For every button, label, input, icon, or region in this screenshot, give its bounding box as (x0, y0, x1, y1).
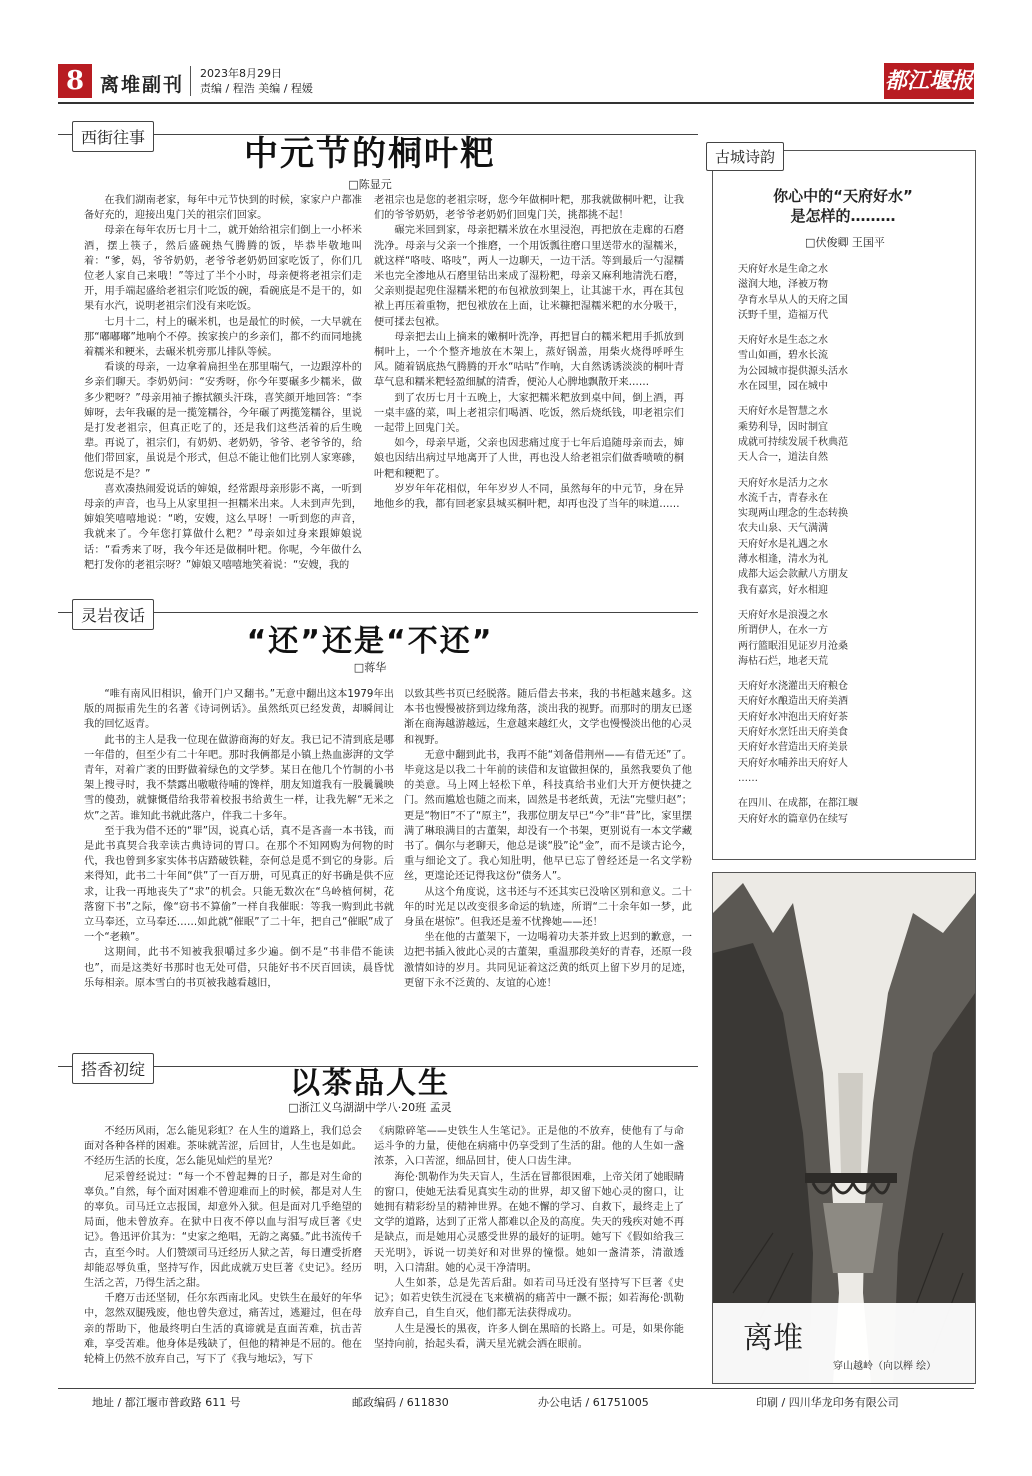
issue-date: 2023年8月29日 (200, 67, 282, 80)
article-title-1: 中元节的桐叶粑 (244, 134, 496, 174)
poem-line: 天府好水是生态之水 (738, 335, 828, 347)
article1-column-1 (84, 193, 362, 593)
footer-address: 地址 / 都江堰市普政路 611 号 (92, 1396, 241, 1409)
footer-phone: 办公电话 / 61751005 (538, 1396, 649, 1409)
paragraph: 不经历风雨，怎么能见彩虹？在人生的道路上，我们总会面对各种各样的困难。茶味就苦涩，后回甘，人生也是如此。不经历生活的长度，怎么能见灿烂的星光？ (84, 1126, 362, 1168)
poem-line: 成就可持续发展千秋典范 (738, 436, 848, 448)
poem-line: 天府好水的篇章仍在续写 (738, 813, 848, 825)
poem-line: 天府好水是浪漫之水 (738, 609, 828, 621)
footer-printer: 印刷 / 四川华龙印务有限公司 (756, 1396, 899, 1409)
artwork-label: 离堆 (743, 1321, 803, 1356)
paragraph: “唯有南风旧相识，偷开门户又翻书。”无意中翻出这本1979年出版的周振甫先生的名著《诗词例话》。虽然纸页已经发黄，却瞬间让我的回忆返青。 (84, 689, 394, 731)
paragraph: 此书的主人是我一位现在做游商海的好友。我已记不清到底是哪一年借的，但至少有二十年吧。那时我俩都是小镇上热血澎湃的文学青年，对着广袤的田野做着绿色的文学梦。某日在他几个竹制的小书架上搜寻时，我不禁露出嗷嗷待哺的馋样，朋友知道我有一股曩曩映雪的傻劲，就慷慨借给我带着校报书给黄生一样，让我先解“无米之炊”之苦。谁知此书就此落户，伴我二十多年。 (84, 734, 394, 822)
poem-line: 薄水相逢，清水为礼 (738, 554, 828, 566)
poem-line: 成都大运会款献八方朋友 (738, 569, 848, 581)
masthead-divider (190, 66, 191, 96)
artwork-caption: 穿山越岭（向以榉 绘） (833, 1361, 937, 1372)
poem-line: 所谓伊人，在水一方 (738, 625, 828, 637)
newspaper-logo: 都江堰报 (884, 63, 974, 99)
poem-line: 天府好水酿造出天府美酒 (738, 696, 848, 708)
paragraph: 千磨万击还坚韧，任尔东西南北风。史铁生在最好的年华中，忽然双腿残废，他也曾失意过，痛苦过，逃避过，但在母亲的帮助下，他最终明白生活的真谛就是直面苦难，抗击苦难，享受苦难。他身体是残缺了，但他的精神是不屈的。他在轮椅上仍然不放弃自己，写下了《我与地坛》，写下 (84, 1293, 362, 1366)
article-byline-2: □蒋华 (353, 661, 387, 674)
stanza-2 (738, 333, 964, 394)
article2-column-1 (84, 687, 394, 1035)
poem-line: 沃野千里，造福万代 (738, 309, 828, 321)
poem-line: 我有嘉宾，好水相迎 (738, 584, 828, 596)
paragraph: 尼采曾经说过：“每一个不曾起舞的日子，都是对生命的辜负。”自然，每个面对困难不曾迎难而上的时候，都是对人生的辜负。司马迁立志报国，却意外入狱。但是面对几乎绝望的局面，他未曾放弃。在狱中日夜不停以血与泪写成巨著《史记》。鲁迅评价其为：“史家之绝唱，无韵之离骚。”此书流传千古，直至今时。人们赞颂司马迁经历人狱之苦，每日遭受折磨却能忍辱负重，坚持写作，因此成就万史巨著《史记》。经历生活之苦，乃得生活之甜。 (84, 1171, 362, 1290)
paragraph: 《病隙碎笔——史铁生人生笔记》。正是他的不放弃，使他有了与命运斗争的力量，使他在病痛中仍享受到了生活的甜。他的人生如一盏浓茶，入口苦涩，细品回甘，使人口齿生津。 (374, 1126, 684, 1168)
poem-line: 实现两山理念的生态转换 (738, 508, 848, 520)
stanza-4 (738, 476, 964, 598)
paragraph: 在我们湖南老家，每年中元节快到的时候，家家户户都准备好充的，迎接出鬼门关的祖宗们回家。 (84, 195, 362, 222)
article-byline-3: □浙江义乌湖湖中学八·20班 孟灵 (288, 1101, 452, 1114)
poem-title (716, 186, 970, 226)
poem-line: 在四川、在成都，在都江堰 (738, 798, 858, 810)
artwork-frame (712, 872, 976, 1384)
stanza-5 (738, 608, 964, 669)
poem-line: 水流千古，青春永在 (738, 492, 828, 504)
poem-line: 天府好水烹饪出天府美食 (738, 727, 848, 739)
poem-byline: □伏俊卿 王国平 (805, 236, 885, 249)
paragraph: 无意中翻到此书，我再不能“刘备借荆州——有借无还”了。毕竟这是以我二十年前的读借和友谊做担保的，虽然我要负了他的美意。马上网上轻松下单，科技真给书业们大开方便快捷之门。然而尴尬也随之而来，固然是书老纸黄，无法“完璧归赵”；更是“物旧”不了“原主”，我那位朋友早已“今”非“昔”比，家里摆满了琳琅满目的古董架，却没有一个书架，更别说有一本文学藏书了。偶尔与老聊天，他总是谈“股”论“金”，而不是谈古论今，重与细论文了。我心知肚明，他早已忘了曾经还是一名文学粉丝，更遑论还记得我这份“债务人”。 (404, 749, 692, 883)
poem-line: 天府好水哺养出天府好人 (738, 757, 848, 769)
stanza-3 (738, 404, 964, 465)
editors: 责编 / 程浩 美编 / 程媛 (200, 82, 313, 95)
poem-line: 天府好水是智慧之水 (738, 406, 828, 418)
stanza-6 (738, 679, 964, 786)
paragraph: 老祖宗也是您的老祖宗呀，您今年做桐叶粑，那我就做桐叶粑，让我们的爷爷奶奶，老爷爷老奶奶们回鬼门关，挑都挑不起！ (374, 195, 684, 222)
poem-line: 滋润大地，泽被万物 (738, 279, 828, 291)
footer-rule (58, 1388, 974, 1389)
paragraph: 看谈的母亲，一边拿着扁担坐在那里喘气，一边跟淳朴的乡亲们聊天。李奶奶问：“安秀呀，你今年要碾多少糯米，做多少粑呀？”母亲用袖子擦拭额头汗珠，喜笑颜开地回答：“李婶呀，去年我碾的是一揽笼糯谷，今年碾了两揽笼糯谷，里说是打发老祖宗，但真正吃了的，还是我们这些活着的后生晚辈。再说了，祖宗们，有奶奶、老奶奶，爷爷、老爷爷的，给他们带回家，虽说是个形式，但总不能让他们比别人家寒碜，您说是不是？” (84, 362, 362, 480)
column-tag-3: 搭香初绽 (72, 1053, 154, 1084)
stanza-1 (738, 262, 964, 323)
poem-body (738, 262, 964, 837)
paragraph: 如今，母亲早逝，父亲也因悲痛过度于七年后追随母亲而去，婶娘也因结出病过早地离开了人世，再也没人给老祖宗们做香喷喷的桐叶粑和粳粑了。 (374, 438, 684, 480)
poem-line: 天府好水营造出天府美景 (738, 742, 848, 754)
paragraph: 七月十二，村上的碾米机，也是最忙的时候，一大早就在那“嘟嘟嘟”地响个不停。挨家挨户的乡亲们，都不约而同地挑着糯米和粳米，去碾米机旁那儿排队等候。 (84, 316, 362, 359)
column-tag-1: 西街往事 (72, 121, 154, 152)
poem-line: 天府好水是礼遇之水 (738, 538, 828, 550)
poem-line: 乘势利导，因时制宜 (738, 421, 828, 433)
poem-line: 天府好水是生命之水 (738, 264, 828, 275)
article-title-3: 以茶品人生 (290, 1066, 450, 1101)
column-tag-2: 灵岩夜话 (72, 599, 154, 630)
article3-column-1 (84, 1124, 362, 1382)
paragraph: 岁岁年年花相似，年年岁岁人不同，虽然每年的中元节，身在异地他乡的我，都有回老家县城买桐叶粑，却再也没了当年的味道…… (374, 483, 684, 511)
paragraph: 母亲在每年农历七月十二，就开始给祖宗们倒上一小杯米酒，摆上筷子，然后盛碗热气腾腾的饭，毕恭毕敬地叫着：“爹，妈，爷爷奶奶，老爷爷老奶奶回家吃饭了，你们几位老人家自己来哦！”等过了半个小时，母亲便将老祖宗们走开，用手端起盛给老祖宗们吃饭的碗，看碗底是不是干的，如果有水汽，说明老祖宗们没有来吃饭。 (84, 225, 362, 313)
poem-line: 两行篮眠泪见证岁月沧桑 (738, 640, 848, 652)
paragraph: 这期间，此书不知被我狠嚼过多少遍。倒不是“书非借不能读也”，而是这类好书那时也无处可借，只能好书不厌百回读，晨昏忧乐每相亲。原本雪白的书页被我越看越旧， (84, 947, 394, 989)
poem-line: 天人合一，道法自然 (738, 452, 828, 464)
poem-line: 天府好水冲泡出天府好茶 (738, 711, 848, 723)
poem-title-line-2: 是怎样的……… (790, 207, 896, 225)
paragraph: 海伦·凯勒作为失天盲人，生活在冒都很困难，上帝关闭了她眼睛的窗口，使她无法看见真实生动的世界，却又留下她心灵的窗口，让她拥有精彩纷呈的精神世界。在她不懈的学习、自救下，最终走上了文学的道路，达到了正常人都难以企及的高度。失天的残疾对她不再是缺点，而是她用心灵感受世界的最好的证明。她写下《假如给我三天光明》，诉说一切美好和对世界的憧憬。她如一盏清茶，清澈透明，入口清甜。她的心灵干净清明。 (374, 1171, 684, 1274)
poem-line: 为公园城市提供源头活水 (738, 365, 848, 377)
article1-column-2 (374, 193, 684, 583)
paragraph: 到了农历七月十五晚上，大家把糯米粑放到桌中间，倒上酒，再一桌丰盛的菜，叫上老祖宗们喝酒、吃饭，然后烧纸钱，叩老祖宗们一起带上回鬼门关。 (374, 392, 684, 435)
paragraph: 人生如茶，总是先苦后甜。如若司马迁没有坚持写下巨著《史记》；如若史铁生沉浸在飞来横祸的痛苦中一蹶不振；如若海伦·凯勒放弃自己，自生自灭，他们都无法获得成功。 (374, 1278, 684, 1320)
paragraph: 以致其些书页已经脱落。随后借去书来，我的书柜越来越多。这本书也慢慢被挤到边缘角落，淡出我的视野。而那时的朋友已逐渐在商海越游越远，生意越来越红火，文学也慢慢淡出他的心灵和视野。 (404, 689, 692, 746)
page-number: 8 (58, 64, 92, 98)
poem-line: 水在园里，园在城中 (738, 381, 828, 393)
poem-line: 农夫山泉、天气满满 (738, 523, 828, 535)
paragraph: 人生是漫长的黑夜，许多人倒在黑暗的长路上。可是，如果你能坚持向前，抬起头看，满天星光就会洒在眼前。 (374, 1323, 684, 1350)
poem-line: 天府好水是活力之水 (738, 477, 828, 489)
paragraph: 从这个角度说，这书还与不还其实已没啥区别和意义。二十年的时光足以改变很多命运的轨迹，所谓“二十余年如一梦，此身虽在堪惊”。但我还是羞不忧搀她——还！ (404, 886, 692, 929)
article3-column-2 (374, 1124, 684, 1382)
paragraph: 碾完米回到家，母亲把糯米放在水里浸泡，再把放在走廊的石磨洗净。母亲与父亲一个推磨，一个用饭瓢往磨口里送带水的湿糯米，就这样“咯吱、咯吱”，两人一边聊天，一边干活。等到最后一勺湿糯米也完全渗地从石磨里钻出来成了湿粉粑，母亲又麻利地清洗石磨，父亲则提起兜住湿糯米粑的布包袱放到架上，让其滤干水，再在其包袱上再压着重物，把包袱放在上面，让米糠把湿糯米粑的水分吸干，便可揉去包袱。 (374, 225, 684, 328)
paragraph: 母亲把去山上摘来的嫩桐叶洗净，再把冒白的糯米粑用手抓放到桐叶上，一个个整齐地放在木架上，蒸好锅盖，用柴火烧得呼呼生风。随着锅底热气腾腾的开水“咕咕”作响，大自然诱诱淡淡的桐叶青草气息和糯米粑轻盈细腻的清香，便沁人心脾地飘散开来…… (374, 331, 684, 389)
poem-title-line-1: 你心中的“天府好水” (773, 187, 913, 205)
footer-postcode: 邮政编码 / 611830 (352, 1396, 449, 1409)
masthead-rule (58, 102, 974, 104)
poem-line: 天府好水浇灌出天府粮仓 (738, 681, 848, 693)
article-byline-1: □陈显元 (348, 178, 392, 191)
paragraph: 坐在他的古董架下，一边喝着功夫茶并致上迟到的歉意，一边把书插入彼此心灵的古董架，重温那段美好的青春，还原一段激情如诗的岁月。共同见证着这泛黄的纸页上留下岁月的足迹，更留下永不泛黄的、友谊的心迹！ (404, 932, 692, 989)
poem-line: 雪山如画，碧水长流 (738, 350, 828, 362)
poem-line: 海枯石烂，地老天荒 (738, 655, 828, 667)
section-name: 离堆副刊 (100, 74, 185, 96)
stanza-7 (738, 796, 964, 827)
article2-column-2 (404, 687, 692, 1027)
poem-line: 孕育水旱从人的天府之国 (738, 294, 848, 306)
mountain-drawing-icon (713, 873, 975, 1383)
paragraph: 至于我为借不还的“罪”因，说真心话，真不是吝啬一本书钱，而是此书真契合我幸读古典诗词的胃口。在那个不知网购为何物的时代，我也曾到多家实体书店踏破铁鞋，奈何总是觅不到它的身影。后来得知，此书二十年间“供”了一百万册，可见真正的好书确是供不应求，让我一再地丧失了“求”的机会。只能无数次在“乌岭植何树，花落窗下书”之际，像“窃书不算偷”一样自我催眠：等我一购到此书就立马奉还，立马奉还……如此就“催眠”了二十年，把自己“催眠”成了一个“老赖”。 (84, 825, 394, 944)
masthead-info (200, 66, 313, 96)
poem-line: …… (738, 772, 758, 784)
column-tag-poem: 古城诗韵 (706, 142, 784, 171)
paragraph: 喜欢凑热闹爱说话的婶娘，经常跟母亲形影不离，一听到母亲的声音，也马上从家里担一担糯米出来。人未到声先到，婶娘笑嘻嘻地说：“哟，安嫂，这么早呀！一听到您的声音，我就来了。今年您打算做什么粑？”母亲如过身来跟婶娘说话：“看秀来了呀，我今年还是做桐叶粑。你呢，今年做什么粑打发你的老祖宗呀？”婶娘又嘻嘻地笑着说：“安嫂，我的 (84, 483, 362, 571)
article-title-2: “还”还是“不还” (246, 624, 494, 659)
